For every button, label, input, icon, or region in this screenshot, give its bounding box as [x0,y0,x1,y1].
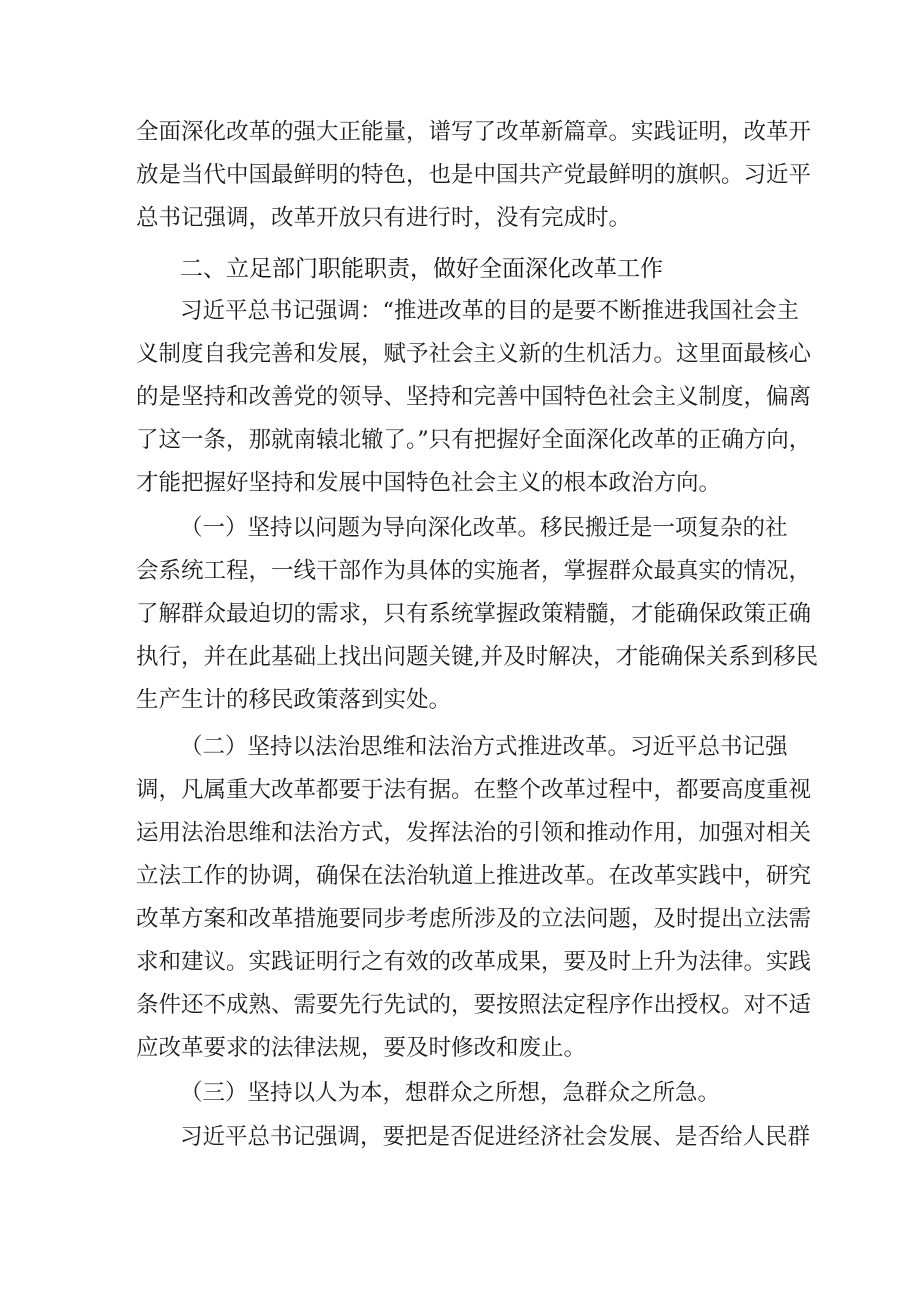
item-2-line-4: 立法工作的协调，确保在法治轨道上推进改革。在改革实践中，研究 [136,863,812,889]
quote-paragraph-line-3: 的是坚持和改善党的领导、坚持和完善中国特色社会主义制度，偏离 [136,384,812,410]
item-3-line: （三）坚持以人为本，想群众之所想，急群众之所急。 [180,1080,721,1106]
item-1-line-4: 执行，并在此基础上找出问题关键,并及时解决，才能确保关系到移民 [136,644,819,670]
item-1-line-2: 会系统工程，一线干部作为具体的实施者，掌握群众最真实的情况， [136,558,812,584]
item-2-line-6: 求和建议。实践证明行之有效的改革成果，要及时上升为法律。实践 [136,949,812,975]
section-heading: 二、立足部门职能职责，做好全面深化改革工作 [180,256,663,282]
closing-line: 习近平总书记强调，要把是否促进经济社会发展、是否给人民群 [180,1124,811,1150]
item-2-line-3: 运用法治思维和法治方式，发挥法治的引领和推动作用，加强对相关 [136,820,812,846]
intro-line-2: 放是当代中国最鲜明的特色，也是中国共产党最鲜明的旗帜。习近平 [136,162,812,188]
quote-paragraph-line-1: 习近平总书记强调：“推进改革的目的是要不断推进我国社会主 [180,298,800,324]
intro-line-1: 全面深化改革的强大正能量，谱写了改革新篇章。实践证明，改革开 [136,119,812,145]
item-2-line-5: 改革方案和改革措施要同步考虑所涉及的立法问题，及时提出立法需 [136,906,812,932]
quote-paragraph-line-5: 才能把握好坚持和发展中国特色社会主义的根本政治方向。 [136,470,722,496]
quote-paragraph-line-4: 了这一条，那就南辕北辙了。”只有把握好全面深化改革的正确方向， [136,427,812,453]
item-2-line-8: 应改革要求的法律法规，要及时修改和废止。 [136,1035,587,1061]
item-1-line-5: 生产生计的移民政策落到实处。 [136,687,452,713]
item-1-line-3: 了解群众最迫切的需求，只有系统掌握政策精髓，才能确保政策正确 [136,601,812,627]
quote-paragraph-line-2: 义制度自我完善和发展，赋予社会主义新的生机活力。这里面最核心 [136,341,812,367]
item-2-line-1: （二）坚持以法治思维和法治方式推进改革。习近平总书记强 [180,734,788,760]
item-2-line-2: 调，凡属重大改革都要于法有据。在整个改革过程中，都要高度重视 [136,777,812,803]
item-2-line-7: 条件还不成熟、需要先行先试的，要按照法定程序作出授权。对不适 [136,992,812,1018]
item-1-line-1: （一）坚持以问题为导向深化改革。移民搬迁是一项复杂的社 [180,515,788,541]
intro-line-3: 总书记强调，改革开放只有进行时，没有完成时。 [136,205,632,231]
